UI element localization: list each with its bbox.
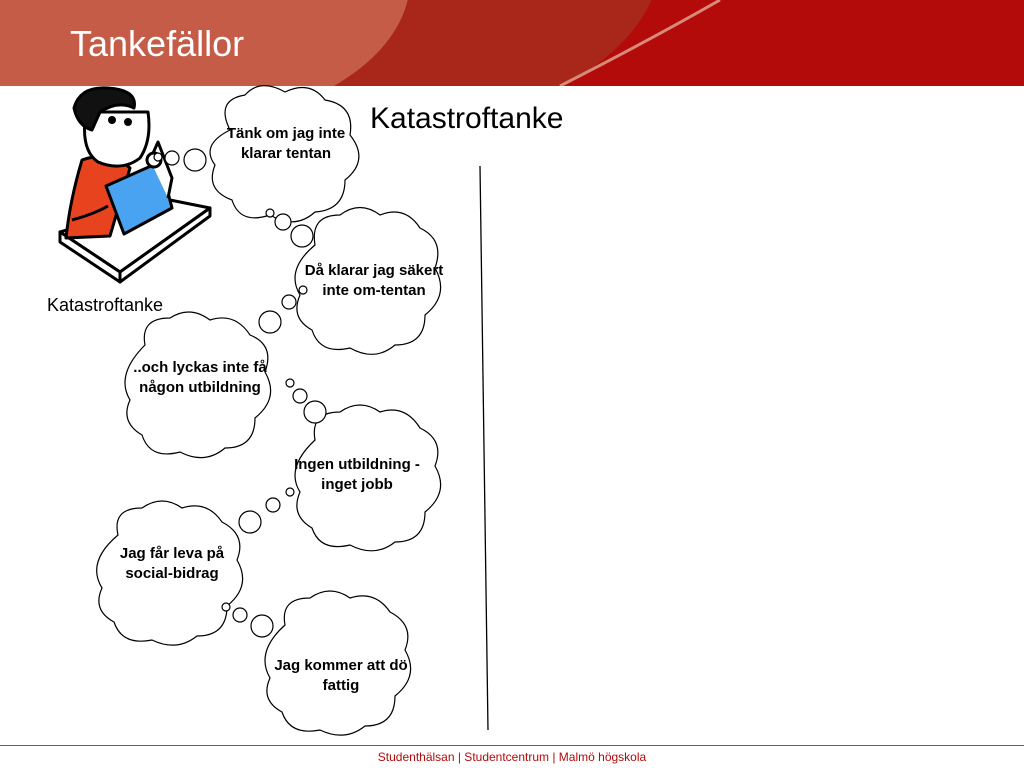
thought-text-4: Ingen utbildning - inget jobb: [294, 456, 420, 493]
thought-text-6: Jag kommer att dö fattig: [274, 657, 408, 694]
person-reading-illustration: [60, 88, 210, 282]
thought-text-5: Jag får leva på social-bidrag: [119, 545, 225, 582]
thought-text-3: ..och lyckas inte få någon utbildning: [133, 359, 267, 396]
footer-text: Studenthälsan | Studentcentrum | Malmö högskola: [377, 750, 647, 764]
thought-text-2: Då klarar jag säkert inte om-tentan: [304, 262, 444, 299]
slide-title: Tankefällor: [70, 23, 245, 64]
person-caption: Katastroftanke: [47, 295, 164, 315]
subtitle: Katastroftanke: [370, 102, 564, 135]
footer-divider: [0, 745, 1024, 746]
thought-text-1: Tänk om jag inte klarar tentan: [226, 125, 346, 162]
divider-line: [480, 166, 488, 730]
